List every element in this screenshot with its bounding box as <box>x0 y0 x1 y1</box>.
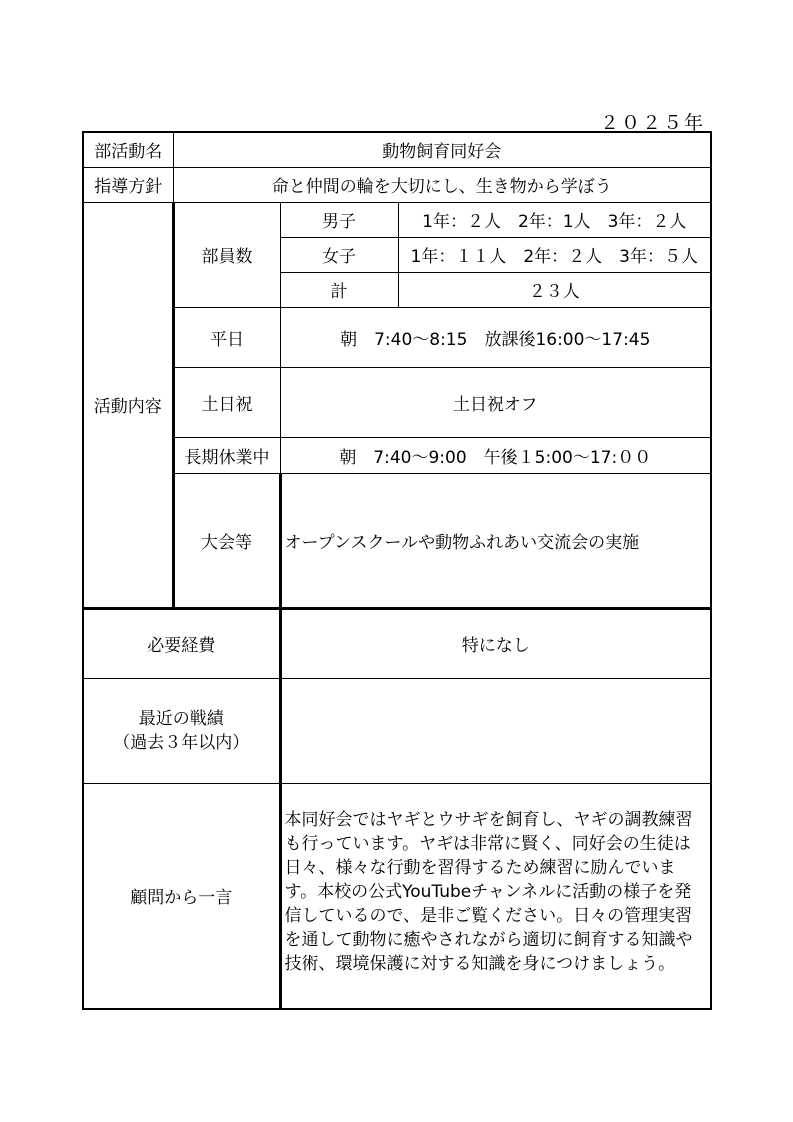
policy-text: 命と仲間の輪を大切にし、生き物から学ぼう <box>173 167 711 202</box>
club-name-label: 部活動名 <box>83 132 173 167</box>
weekday-label: 平日 <box>173 307 280 367</box>
weekend-label: 土日祝 <box>173 367 280 437</box>
results-label <box>83 678 280 783</box>
weekday-schedule: 朝 7:40～8:15 放課後16:00～17:45 <box>280 307 711 367</box>
activity-label: 活動内容 <box>83 202 173 608</box>
cost-label: 必要経費 <box>83 608 280 678</box>
advisor-label: 顧問から一言 <box>83 783 280 1009</box>
vacation-schedule: 朝 7:40～9:00 午後１5:00～17:００ <box>280 437 711 473</box>
vacation-label: 長期休業中 <box>173 437 280 473</box>
boys-label: 男子 <box>280 202 398 237</box>
weekend-schedule: 土日祝オフ <box>280 367 711 437</box>
results-label-line-2: （過去３年以内） <box>113 732 250 753</box>
club-info-table <box>82 131 712 1010</box>
policy-label: 指導方針 <box>83 167 173 202</box>
cost-value: 特になし <box>280 608 711 678</box>
total-count: ２３人 <box>398 272 711 307</box>
events-label: 大会等 <box>173 473 280 608</box>
total-label: 計 <box>280 272 398 307</box>
advisor-comment: 本同好会ではヤギとウサギを飼育し、ヤギの調教練習も行っています。ヤギは非常に賢く、同好会の生徒は日々、様々な行動を習得するため練習に励んでいます。本校の公式YouTubeチャンネルに活動の様子を発信しているので、是非ご覧ください。日々の管理実習を通して動物に癒やされながら適切に飼育する知識や技術、環境保護に対する知識を身につけましょう。 <box>280 783 711 1009</box>
girls-label: 女子 <box>280 237 398 272</box>
results-label-line-1: 最近の戦績 <box>138 708 224 729</box>
events-text: オープンスクールや動物ふれあい交流会の実施 <box>280 473 711 608</box>
members-label: 部員数 <box>173 202 280 307</box>
boys-count: 1年：２人 2年：1人 3年：２人 <box>398 202 711 237</box>
results-value <box>280 678 711 783</box>
girls-count: 1年：１１人 2年：２人 3年：５人 <box>398 237 711 272</box>
year-label: ２０２５年 <box>599 112 705 134</box>
club-name: 動物飼育同好会 <box>173 132 711 167</box>
